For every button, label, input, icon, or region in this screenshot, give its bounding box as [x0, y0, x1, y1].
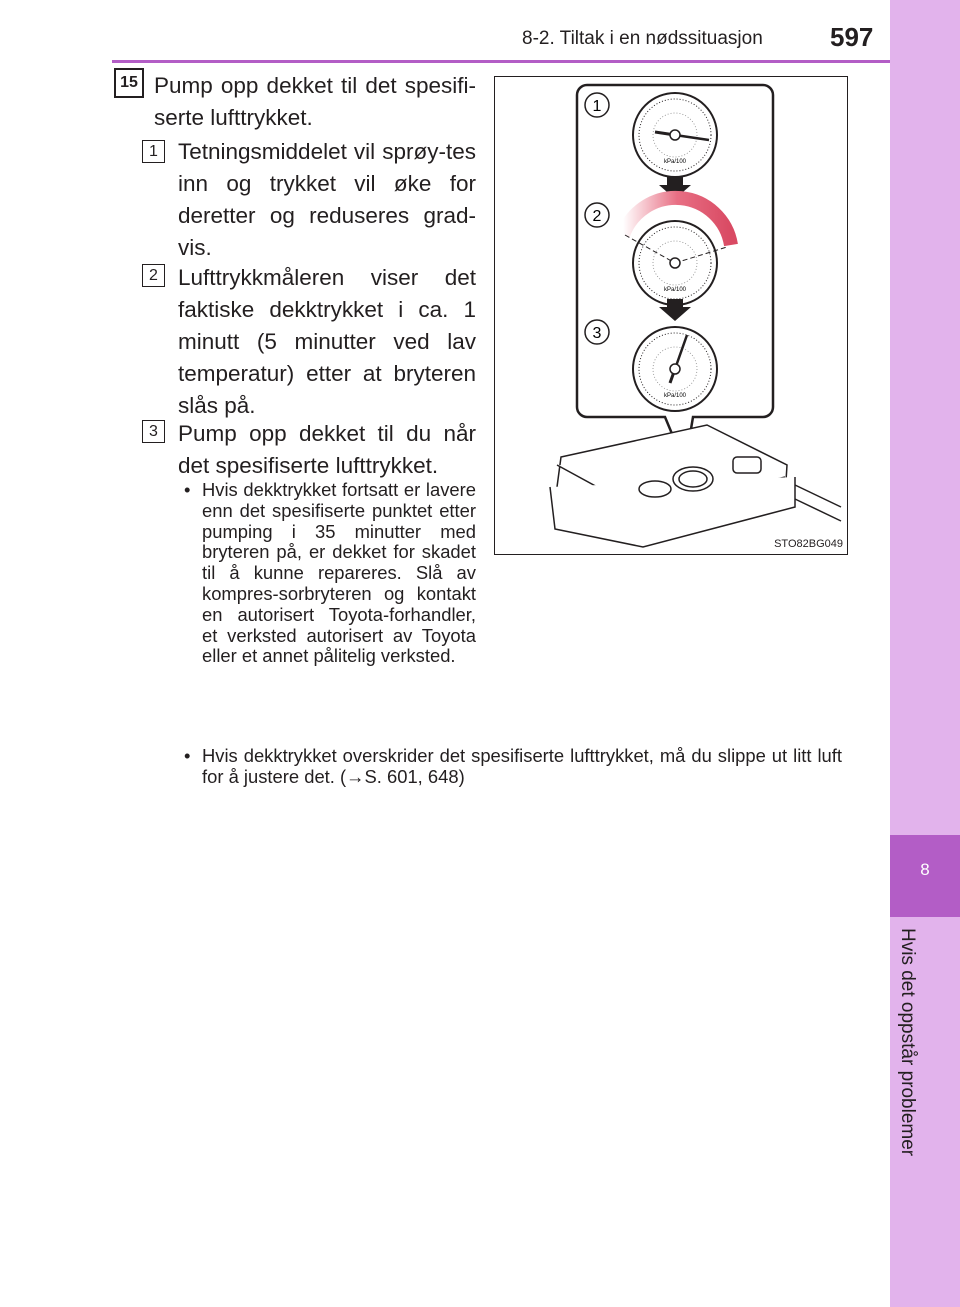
side-tab-upper [890, 0, 960, 835]
gauge-unit-2: kPa/100 [663, 287, 687, 293]
callout-3: 3 [592, 325, 602, 342]
callout-1: 1 [592, 98, 602, 115]
note-bullet-1 [184, 479, 476, 667]
figure-code: STO82BG049 [774, 538, 843, 550]
gauge-unit-1: kPa/100 [663, 159, 687, 165]
sub-step-number-1: 1 [142, 140, 165, 163]
bullet-dot: • [184, 479, 191, 500]
section-title: 8-2. Tiltak i en nødssituasjon [522, 28, 763, 49]
header-divider [112, 60, 890, 63]
illustration-drawing [495, 77, 847, 554]
page-number: 597 [830, 22, 874, 52]
compressor-gauge-illustration [494, 76, 848, 555]
sub-step-text-2: Lufttrykkmåleren viser det faktiske dekktrykket i ca. 1 minutt (5 minutter ved lav temperatur) etter at bryteren slås på. [178, 265, 476, 418]
step-instruction: Pump opp dekket til det spesifi-serte lufttrykket. [154, 73, 476, 130]
note-text-2: Hvis dekktrykket overskrider det spesifiserte lufttrykket, må du slippe ut litt luft for å justere det. (→S. 601, 648) [202, 745, 842, 787]
sub-step-number-3: 3 [142, 420, 165, 443]
sub-step-text-1: Tetningsmiddelet vil sprøy-tes inn og trykket vil øke for deretter og reduseres grad-vis. [178, 139, 476, 260]
compressor-body [550, 425, 841, 547]
note-bullet-2 [184, 745, 842, 788]
gauge-unit-3: kPa/100 [663, 393, 687, 399]
step-number-box: 15 [114, 68, 144, 98]
chapter-number: 8 [920, 860, 930, 879]
chapter-title: Hvis det oppstår problemer [897, 928, 918, 1157]
gauge-3 [633, 327, 717, 411]
gauge-2 [623, 198, 731, 305]
note-text-1: Hvis dekktrykket fortsatt er lavere enn det spesifiserte punktet etter pumping i 35 minutter med bryteren på, er dekket for skadet til å kunne repareres. Slå av kompres-sorbryteren og kontakt en autorisert Toyota-forhandler, et verksted autorisert av Toyota eller et annet pålitelig verksted. [202, 479, 476, 667]
bullet-dot: • [184, 745, 191, 766]
sub-step-text-3: Pump opp dekket til du når det spesifiserte lufttrykket. [178, 421, 476, 478]
sub-step-number-2: 2 [142, 264, 165, 287]
callout-2: 2 [592, 208, 602, 225]
gauge-1 [633, 93, 717, 177]
